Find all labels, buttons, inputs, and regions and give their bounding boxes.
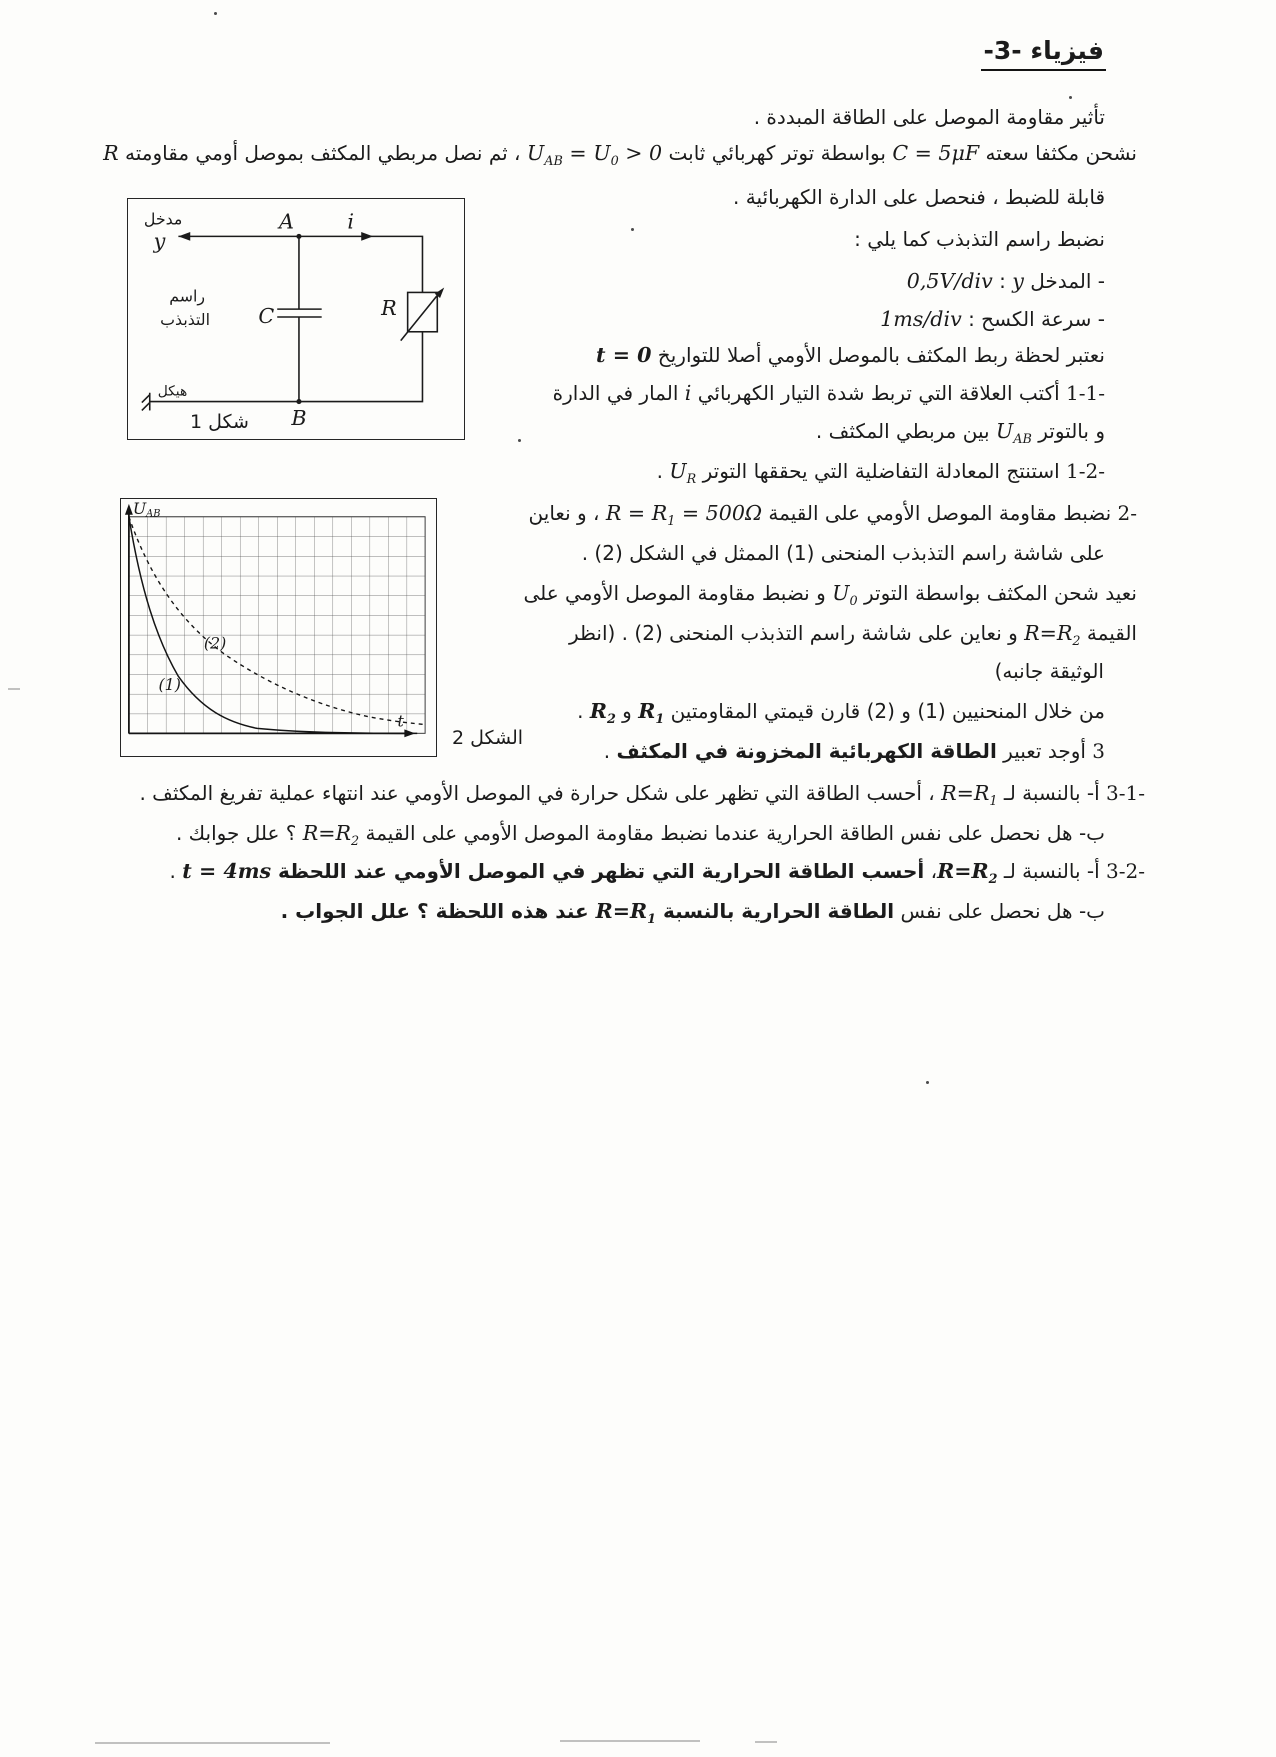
math-r-equals-r1 — [941, 781, 998, 810]
text-segment: نشحن مكثفا سعته — [979, 141, 1137, 165]
math-resistance-symbol: R — [103, 141, 119, 165]
text-segment: ، و نعاين — [528, 501, 606, 525]
math-voltage-condition — [526, 141, 663, 170]
math-sub: 1 — [989, 794, 998, 810]
text-segment-bold: الطاقة الحرارية بالنسبة — [656, 899, 895, 923]
curve-1-label: (1) — [158, 675, 181, 694]
question-number: 1-1- — [1066, 381, 1105, 405]
math-r1-value — [605, 501, 763, 530]
math-sub: 1 — [647, 912, 657, 928]
text-segment: . — [656, 459, 670, 483]
line-oscilloscope-settings — [854, 226, 1105, 253]
math-sub: 2 — [351, 834, 360, 850]
fig2-xaxis-label: t — [397, 711, 404, 731]
math-segment: U — [526, 141, 545, 165]
line-q11 — [553, 380, 1105, 408]
text-segment: و بالتوتر — [1031, 419, 1105, 443]
math-sub: 2 — [1072, 634, 1081, 650]
fig1-y-label: y — [153, 229, 166, 254]
text-segment: - سرعة الكسح : — [961, 307, 1105, 331]
ground-hatch-1 — [142, 395, 150, 403]
math-sub: 2 — [606, 712, 616, 728]
line-q32a — [170, 858, 1145, 886]
question-number: 1-2- — [1066, 459, 1105, 483]
math-y-symbol: y — [1012, 269, 1024, 293]
text-segment: أ- بالنسبة لـ — [997, 859, 1107, 883]
math-sub: AB — [146, 508, 161, 520]
math-capacitance-value: C = 5μF — [892, 141, 980, 165]
math-ur-symbol — [669, 459, 697, 488]
fig1-oscilloscope-label-1: راسم — [169, 286, 206, 306]
variable-resistor-arrow — [401, 290, 442, 340]
math-segment: =R — [956, 781, 990, 805]
math-segment: R — [941, 781, 957, 805]
text-segment: الوثيقة جانبه) — [994, 659, 1104, 683]
scan-speck — [518, 439, 521, 442]
line-q32b — [281, 898, 1105, 926]
figure-2-graph — [120, 498, 437, 757]
text-segment: . — [603, 739, 617, 763]
math-r-equals-r2 — [937, 859, 998, 888]
text-segment: على شاشة راسم التذبذب المنحنى (1) الممثل في الشكل (2) . — [581, 541, 1105, 565]
line-compare — [577, 698, 1105, 726]
circuit-diagram — [128, 199, 462, 437]
fig1-oscilloscope-label-2: التذبذب — [160, 309, 211, 329]
line-recharge-continued — [569, 620, 1137, 648]
fig1-current-label: i — [347, 209, 355, 234]
math-segment: R — [595, 899, 613, 923]
fig1-node-b-label: B — [291, 406, 307, 431]
text-segment: . — [169, 859, 183, 883]
math-segment: = 500Ω — [675, 501, 763, 525]
math-u0-symbol — [832, 581, 858, 610]
math-segment: =R — [612, 899, 648, 923]
scan-mark — [560, 1740, 700, 1742]
math-segment: U — [669, 459, 687, 483]
line-q2a — [529, 500, 1137, 528]
text-segment: ب- هل نحصل على نفس — [894, 899, 1105, 923]
fig2-yaxis-label — [133, 499, 161, 520]
text-segment: نعيد شحن المكثف بواسطة التوتر — [857, 581, 1137, 605]
text-segment: بين مربطي المكثف . — [815, 419, 996, 443]
math-r2-symbol — [589, 699, 616, 728]
text-segment: قابلة للضبط ، فنحصل على الدارة الكهربائية . — [733, 185, 1105, 209]
text-segment-bold: عند هذه اللحظة ؟ علل الجواب . — [280, 899, 596, 923]
wire-top — [178, 236, 422, 292]
line-title — [754, 104, 1105, 131]
math-sub: 1 — [655, 712, 665, 728]
math-segment: R — [1024, 621, 1040, 645]
math-segment: U — [995, 419, 1014, 443]
text-segment: و نعاين على شاشة راسم التذبذب المنحنى (2) . (انظر — [568, 621, 1025, 645]
text-segment: ، أحسب الطاقة التي تظهر على شكل حرارة في الموصل الأومي عند انتهاء عملية تفريغ المكثف . — [139, 781, 942, 805]
text-segment: تأثير مقاومة الموصل على الطاقة المبددة . — [753, 105, 1105, 129]
text-segment: نعتبر لحظة ربط المكثف بالموصل الأومي أصلا للتواريخ — [651, 343, 1105, 367]
fig1-capacitor-label: C — [258, 303, 275, 328]
figure-1-caption: شكل 1 — [190, 411, 249, 433]
figure-1-circuit — [127, 198, 465, 440]
line-sweep-speed — [880, 306, 1105, 334]
text-segment-bold: أحسب الطاقة الحرارية التي تظهر في الموصل الأومي عند اللحظة — [271, 859, 925, 883]
ground-hatch-2 — [142, 403, 150, 411]
y-axis-arrowhead — [125, 504, 133, 515]
math-current-symbol: i — [684, 381, 692, 405]
line-q31a — [139, 780, 1145, 808]
fig1-node-a-label: A — [279, 209, 295, 234]
fig1-input-label: مدخل — [143, 209, 183, 229]
text-segment: و نضبط مقاومة الموصل الأومي على — [523, 581, 833, 605]
text-segment: بواسطة توتر كهربائي ثابت — [662, 141, 893, 165]
text-segment: نضبط راسم التذبذب كما يلي : — [854, 227, 1105, 251]
math-segment: U — [832, 581, 850, 605]
text-segment: أ- بالنسبة لـ — [997, 781, 1107, 805]
node-a-dot — [296, 234, 301, 239]
math-segment: R — [589, 699, 607, 723]
math-segment: R — [302, 821, 319, 845]
math-segment: =R — [954, 859, 989, 883]
line-q12 — [657, 458, 1105, 486]
question-number: 3 — [1092, 739, 1105, 763]
node-b-dot — [296, 399, 301, 404]
math-sub: 0 — [610, 154, 619, 170]
question-number: 2- — [1117, 501, 1137, 525]
line-time-origin — [596, 342, 1105, 370]
fig1-chassis-label: هيكل — [157, 383, 188, 400]
math-r-equals-r2 — [302, 821, 360, 850]
text-segment: ؟ علل جوابك . — [175, 821, 303, 845]
curve-2-label: (2) — [203, 633, 227, 653]
text-segment: : — [992, 269, 1013, 293]
math-volt-per-div: 0,5V/div — [906, 269, 993, 293]
text-segment: استنتج المعادلة التفاضلية التي يحققها التوتر — [696, 459, 1067, 483]
text-segment: . — [577, 699, 590, 723]
scan-speck — [1069, 96, 1072, 99]
text-segment: أكتب العلاقة التي تربط شدة التيار الكهربائي — [691, 381, 1067, 405]
line-q2a-continued — [582, 540, 1105, 567]
line-see-doc — [995, 658, 1104, 685]
math-sub: 2 — [988, 872, 998, 888]
text-segment: و — [615, 699, 639, 723]
math-uab-symbol — [995, 419, 1032, 448]
math-t-4ms: t = 4ms — [182, 859, 272, 883]
scan-mark — [755, 1741, 777, 1743]
text-segment: القيمة — [1080, 621, 1137, 645]
math-r2-symbol — [1024, 621, 1081, 650]
scan-mark — [8, 688, 20, 690]
math-segment: R — [638, 699, 656, 723]
math-ms-per-div: 1ms/div — [880, 307, 962, 331]
fig1-resistor-label: R — [381, 296, 397, 321]
probe-arrow-icon — [178, 232, 190, 241]
text-segment: ب- هل نحصل على نفس الطاقة الحرارية عندما نضبط مقاومة الموصل الأومي على القيمة — [359, 821, 1105, 845]
line-q31b — [176, 820, 1105, 848]
grid — [129, 517, 425, 734]
question-number: 3-1- — [1106, 781, 1145, 805]
line-adjustable — [733, 184, 1105, 211]
math-r-equals-r1 — [595, 899, 657, 928]
line-recharge — [523, 580, 1137, 608]
text-segment-bold: الطاقة الكهربائية المخزونة في المكثف — [616, 739, 997, 763]
math-sub: R — [686, 472, 697, 488]
wire-bottom — [150, 332, 423, 402]
line-setup — [103, 140, 1137, 168]
figure-2-caption: الشكل 2 — [452, 727, 524, 749]
math-segment: = R — [621, 501, 668, 525]
scan-speck — [926, 1081, 929, 1084]
scan-speck — [214, 12, 217, 15]
math-segment: = U — [562, 141, 611, 165]
text-segment: أوجد تعبير — [996, 739, 1093, 763]
scan-speck — [631, 228, 634, 231]
line-q3 — [604, 738, 1105, 765]
math-sub: AB — [544, 154, 563, 170]
line-q11-continued — [816, 418, 1105, 446]
text-segment: - المدخل — [1023, 269, 1105, 293]
math-segment: =R — [1039, 621, 1073, 645]
scan-mark — [95, 1742, 330, 1744]
math-t-zero: t = 0 — [596, 343, 652, 367]
math-sub: 1 — [667, 514, 676, 530]
text-segment: المار في الدارة — [552, 381, 685, 405]
line-input-y — [907, 268, 1105, 296]
text-segment: نضبط مقاومة الموصل الأومي على القيمة — [762, 501, 1118, 525]
discharge-curves-plot — [121, 499, 434, 754]
math-segment: R — [937, 859, 955, 883]
math-segment: R — [605, 501, 622, 525]
math-sub: 0 — [849, 594, 858, 610]
page-header: فيزياء -3- — [981, 36, 1106, 71]
math-segment: > 0 — [618, 141, 663, 165]
math-segment: =R — [318, 821, 352, 845]
question-number: 3-2- — [1106, 859, 1145, 883]
text-segment: من خلال المنحنيين (1) و (2) قارن قيمتي المقاومتين — [664, 699, 1105, 723]
math-segment: U — [132, 499, 147, 518]
current-arrow-icon — [361, 232, 373, 241]
math-sub: AB — [1013, 432, 1032, 448]
text-segment: ، — [924, 859, 938, 883]
text-segment: ، ثم نصل مربطي المكثف بموصل أومي مقاومته — [118, 141, 527, 165]
math-r1-symbol — [638, 699, 665, 728]
